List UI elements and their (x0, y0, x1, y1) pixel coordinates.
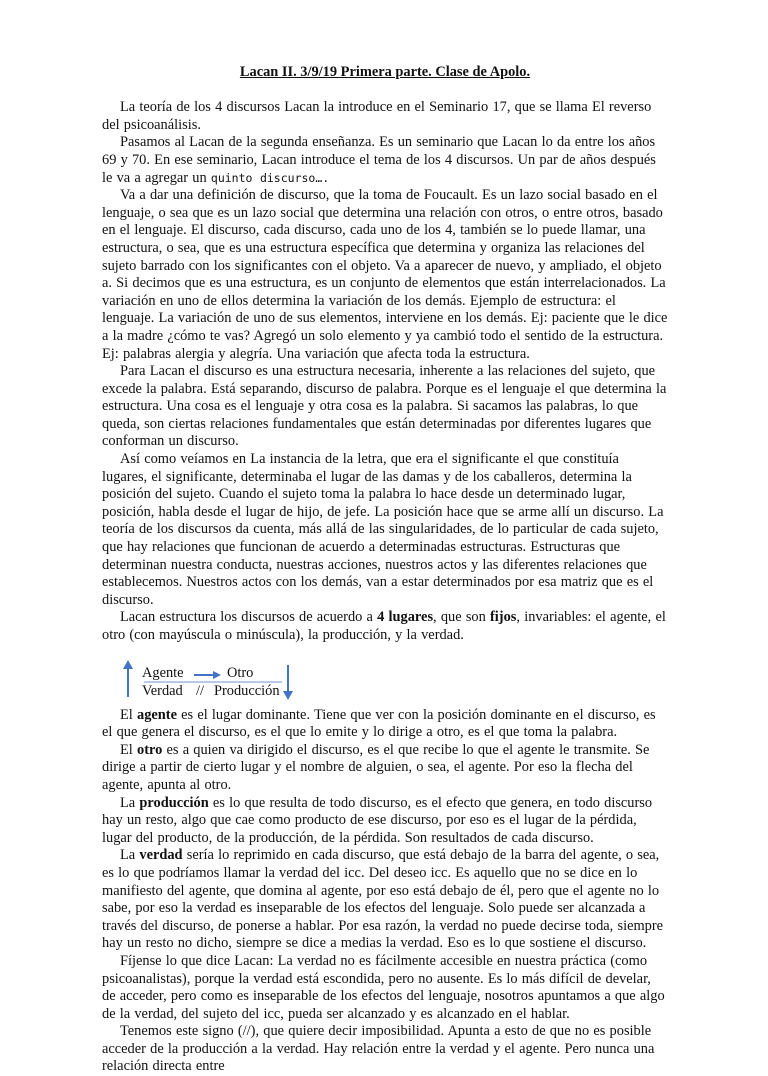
paragraph-12: Tenemos este signo (//), que quiere decir imposibilidad. Apunta a esto de que no es posible acceder de la producción a la verdad. Hay relación entre la verdad y el agente. Pero nunca una relación directa entre (102, 1023, 655, 1075)
bold-otro: otro (137, 741, 163, 758)
document-body (102, 64, 668, 1076)
label-agente: Agente (142, 664, 184, 681)
paragraph-1: La teoría de los 4 discursos Lacan la introduce en el Seminario 17, que se llama El reverso del psicoanálisis. (102, 99, 652, 133)
paragraph-7-text-c: es el lugar dominante. Tiene que ver con la posición dominante en el discurso, es el que genera el discurso, es el que lo emite y lo dirige a otro, es el que toma la palabra. (102, 706, 656, 741)
right-arrow-icon (194, 671, 221, 679)
label-produccion: Producción (214, 682, 280, 699)
paragraph-3: Va a dar una definición de discurso, que la toma de Foucault. Es un lazo social basado en el lenguaje, o sea que es un lazo social que determina una relación con otros, o entre otros, basado en el lenguaje. El discurso, cada discurso, cada uno de los 4, también se lo puede llamar, una estructura, o sea, que es una estructura específica que determina y organiza las relaciones del sujeto barrado con los significantes con el objeto. Va a aparecer de nuevo, y ampliado, el objeto a. Si decimos que es una estructura, es un conjunto de elementos que están interrelacionados. La variación en uno de ellos determina la variación de los demás. Ejemplo de estructura: el lenguaje. La variación de uno de sus elementos, interviene en los demás. Ej: paciente que le dice a la madre ¿cómo te vas? Agregó un solo elemento y ya cambió todo el sentido de la estructura. Ej: palabras alergia y alegría. Una variación que afecta toda la estructura. (102, 187, 668, 362)
bold-4-lugares: 4 lugares (377, 609, 434, 626)
paragraph-6-text-a: Lacan estructura los discursos de acuerdo a (120, 609, 378, 626)
label-verdad: Verdad (142, 682, 183, 699)
paragraph-9-text-a: La (120, 794, 140, 811)
paragraph-7 (102, 707, 668, 742)
paragraph-9-text-c: es lo que resulta de todo discurso, es el efecto que genera, en todo discurso hay un resto, algo que cae como producto de ese discurso, por eso es el lugar de la pérdida, lugar del producto, de la producción, de la pérdida. Son resultados de cada discurso. (102, 794, 653, 846)
up-arrow-icon (123, 660, 133, 697)
paragraph-5: Así como veíamos en La instancia de la letra, que era el significante el que constituía lugares, el significante, determinaba el lugar de las damas y de los caballeros, determina la posición del sujeto. Cuando el sujeto toma la palabra lo hace desde un determinado lugar, posición, habla desde el lugar de hijo, de jefe. La posición hace que se arme allí un discurso. La teoría de los discursos da cuenta, más allá de las singularidades, de lo particular de cada sujeto, que hay relaciones que funcionan de acuerdo a determinadas estructuras. Estructuras que determinan nuestra conducta, nuestras acciones, nuestros actos y las diferentes relaciones que establecemos. Nuestros actos con los demás, van a estar determinados por esa matriz que es el discurso. (102, 451, 664, 608)
paragraph-6-text-c: , que son (433, 609, 491, 626)
paragraph-10 (102, 847, 668, 953)
label-separator: // (196, 682, 204, 699)
document-title: Lacan II. 3/9/19 Primera parte. Clase de Apolo. (239, 64, 531, 80)
bold-verdad: verdad (139, 847, 183, 864)
paragraph-2 (102, 134, 668, 187)
paragraph-9 (102, 795, 668, 848)
paragraph-6 (102, 609, 668, 644)
paragraph-2-mono-text: quinto discurso…. (210, 170, 330, 185)
paragraph-6-text-e: , invariables: el agente, el otro (con mayúscula o minúscula), la producción, y la verdad. (102, 609, 666, 643)
paragraph-10-text-a: La (120, 847, 140, 864)
paragraph-4: Para Lacan el discurso es una estructura necesaria, inherente a las relaciones del sujeto, que excede la palabra. Está separando, discurso de palabra. Porque es el lenguaje el que determina la estructura. Una cosa es el lenguaje y otra cosa es la palabra. Si sacamos las palabras, lo que queda, son ciertas relaciones fundamentales que están determinadas por diferentes lugares que conforman un discurso. (102, 363, 667, 450)
bold-fijos: fijos (490, 609, 517, 626)
paragraph-8-text-c: es a quien va dirigido el discurso, es el que recibe lo que el agente le transmite. Se dirige a partir de cierto lugar y el nombre de alguien, o sea, el agente. Por eso la flecha del agente, apunta al otro. (102, 741, 650, 793)
paragraph-11: Fíjense lo que dice Lacan: La verdad no es fácilmente accesible en nuestra práctica (como psicoanalistas), porque la verdad está escondida, pero no ausente. Es lo más difícil de develar, de acceder, pero como es inseparable de los efectos del lenguaje, nosotros apuntamos a que algo de la verdad, del sujeto del icc, pueda ser alcanzado y es alcanzado en el hablar. (102, 952, 665, 1022)
label-otro: Otro (227, 664, 254, 681)
discourse-diagram (102, 645, 668, 707)
paragraph-10-text-c: sería lo reprimido en cada discurso, que está debajo de la barra del agente, o sea, es lo que podríamos llamar la verdad del icc. Del deseo icc. Es aquello que no se dice en lo manifiesto del agente, que domina al agente, por eso está debajo de él, pero que el agente no lo sabe, por eso la verdad es inseparable de los efectos del lenguaje. Solo puede ser alcanzada a través del discurso, de ponerse a hablar. Por esa razón, la verdad no puede decirse toda, siempre hay un resto no dicho, siempre se dice a medias la verdad. Eso es lo que sostiene el discurso. (102, 847, 664, 952)
paragraph-8 (102, 742, 668, 795)
bold-agente: agente (137, 706, 177, 723)
paragraph-2-text: Pasamos al Lacan de la segunda enseñanza. Es un seminario que Lacan lo da entre los años 69 y 70. En ese seminario, Lacan introduce el tema de los 4 discursos. Un par de años después le va a agregar un (102, 134, 656, 186)
paragraph-7-text-a: El (120, 706, 137, 723)
paragraph-8-text-a: El (120, 741, 137, 758)
bold-produccion: producción (139, 794, 209, 811)
down-arrow-icon (283, 665, 293, 700)
